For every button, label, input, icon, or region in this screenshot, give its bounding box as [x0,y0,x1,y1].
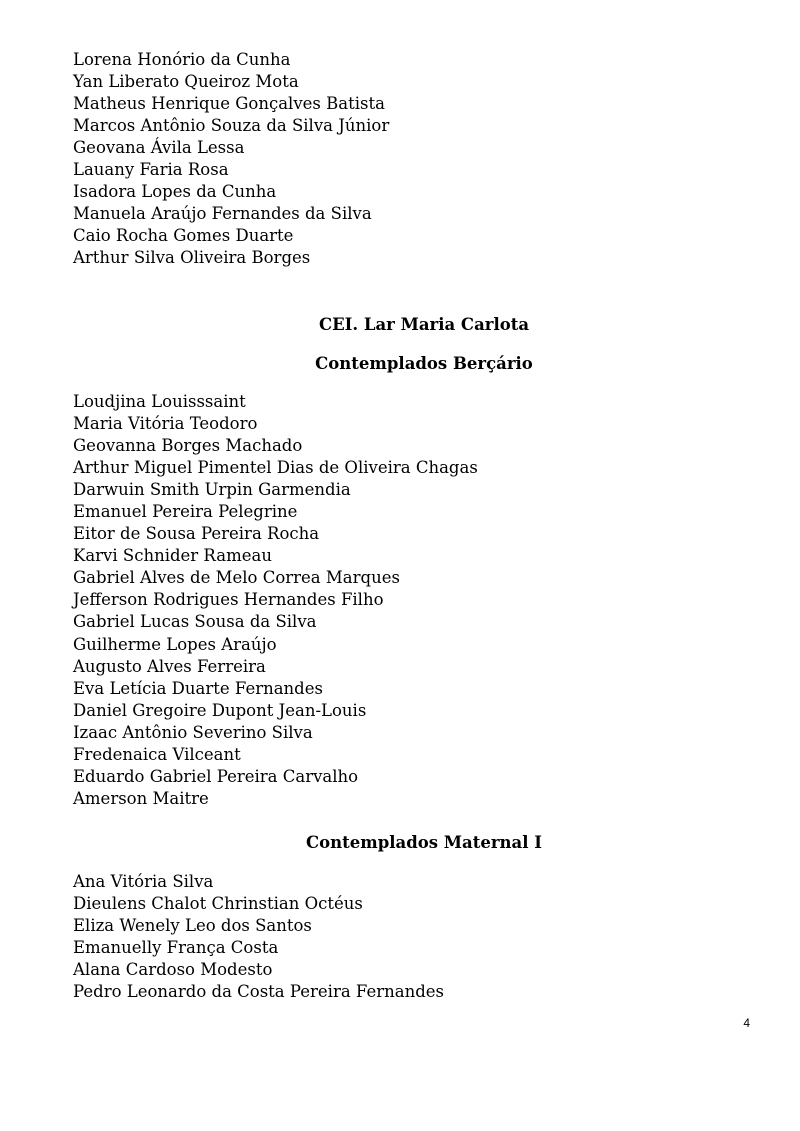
list-item: Gabriel Alves de Melo Correa Marques [73,568,400,588]
maternal-names-list [73,871,444,1003]
list-item: Alana Cardoso Modesto [73,960,273,980]
list-item: Eliza Wenely Leo dos Santos [73,916,312,936]
list-item: Eitor de Sousa Pereira Rocha [73,524,320,544]
list-item: Augusto Alves Ferreira [73,656,266,676]
list-item: Guilherme Lopes Araújo [73,634,277,654]
list-item: Daniel Gregoire Dupont Jean-Louis [73,700,367,720]
list-item: Izaac Antônio Severino Silva [73,722,313,742]
list-item: Maria Vitória Teodoro [73,414,258,434]
list-item: Arthur Silva Oliveira Borges [73,248,311,268]
list-item: Eduardo Gabriel Pereira Carvalho [73,766,359,786]
bercario-heading: Contemplados Berçário [315,354,533,373]
list-item: Yan Liberato Queiroz Mota [73,72,299,92]
list-item: Gabriel Lucas Sousa da Silva [73,612,317,632]
school-title: CEI. Lar Maria Carlota [318,315,530,334]
list-item: Darwuin Smith Urpin Garmendia [73,480,351,500]
maternal-heading: Contemplados Maternal I [306,833,542,852]
list-item: Emanuel Pereira Pelegrine [73,502,298,522]
list-item: Karvi Schnider Rameau [73,546,272,566]
page-number: 4 [743,1016,750,1030]
list-item: Eva Letícia Duarte Fernandes [73,678,323,698]
bercario-names-list [73,391,478,810]
list-item: Loudjina Louisssaint [73,392,246,411]
list-item: Jefferson Rodrigues Hernandes Filho [73,590,384,610]
names-list-continued [73,49,389,269]
list-item: Amerson Maitre [73,788,209,808]
list-item: Caio Rocha Gomes Duarte [73,226,294,246]
list-item: Geovanna Borges Machado [73,436,303,456]
list-item: Manuela Araújo Fernandes da Silva [73,204,372,224]
list-item: Pedro Leonardo da Costa Pereira Fernandes [73,982,444,1002]
list-item: Marcos Antônio Souza da Silva Júnior [73,116,390,136]
list-item: Lauany Faria Rosa [73,160,229,180]
list-item: Emanuelly França Costa [73,938,279,958]
list-item: Ana Vitória Silva [73,872,214,891]
list-item: Isadora Lopes da Cunha [73,182,277,202]
list-item: Dieulens Chalot Chrinstian Octéus [73,894,363,914]
list-item: Geovana Ávila Lessa [73,138,245,158]
list-item: Matheus Henrique Gonçalves Batista [73,94,385,114]
list-item: Lorena Honório da Cunha [73,50,291,69]
list-item: Fredenaica Vilceant [73,744,241,764]
list-item: Arthur Miguel Pimentel Dias de Oliveira Chagas [73,458,478,478]
